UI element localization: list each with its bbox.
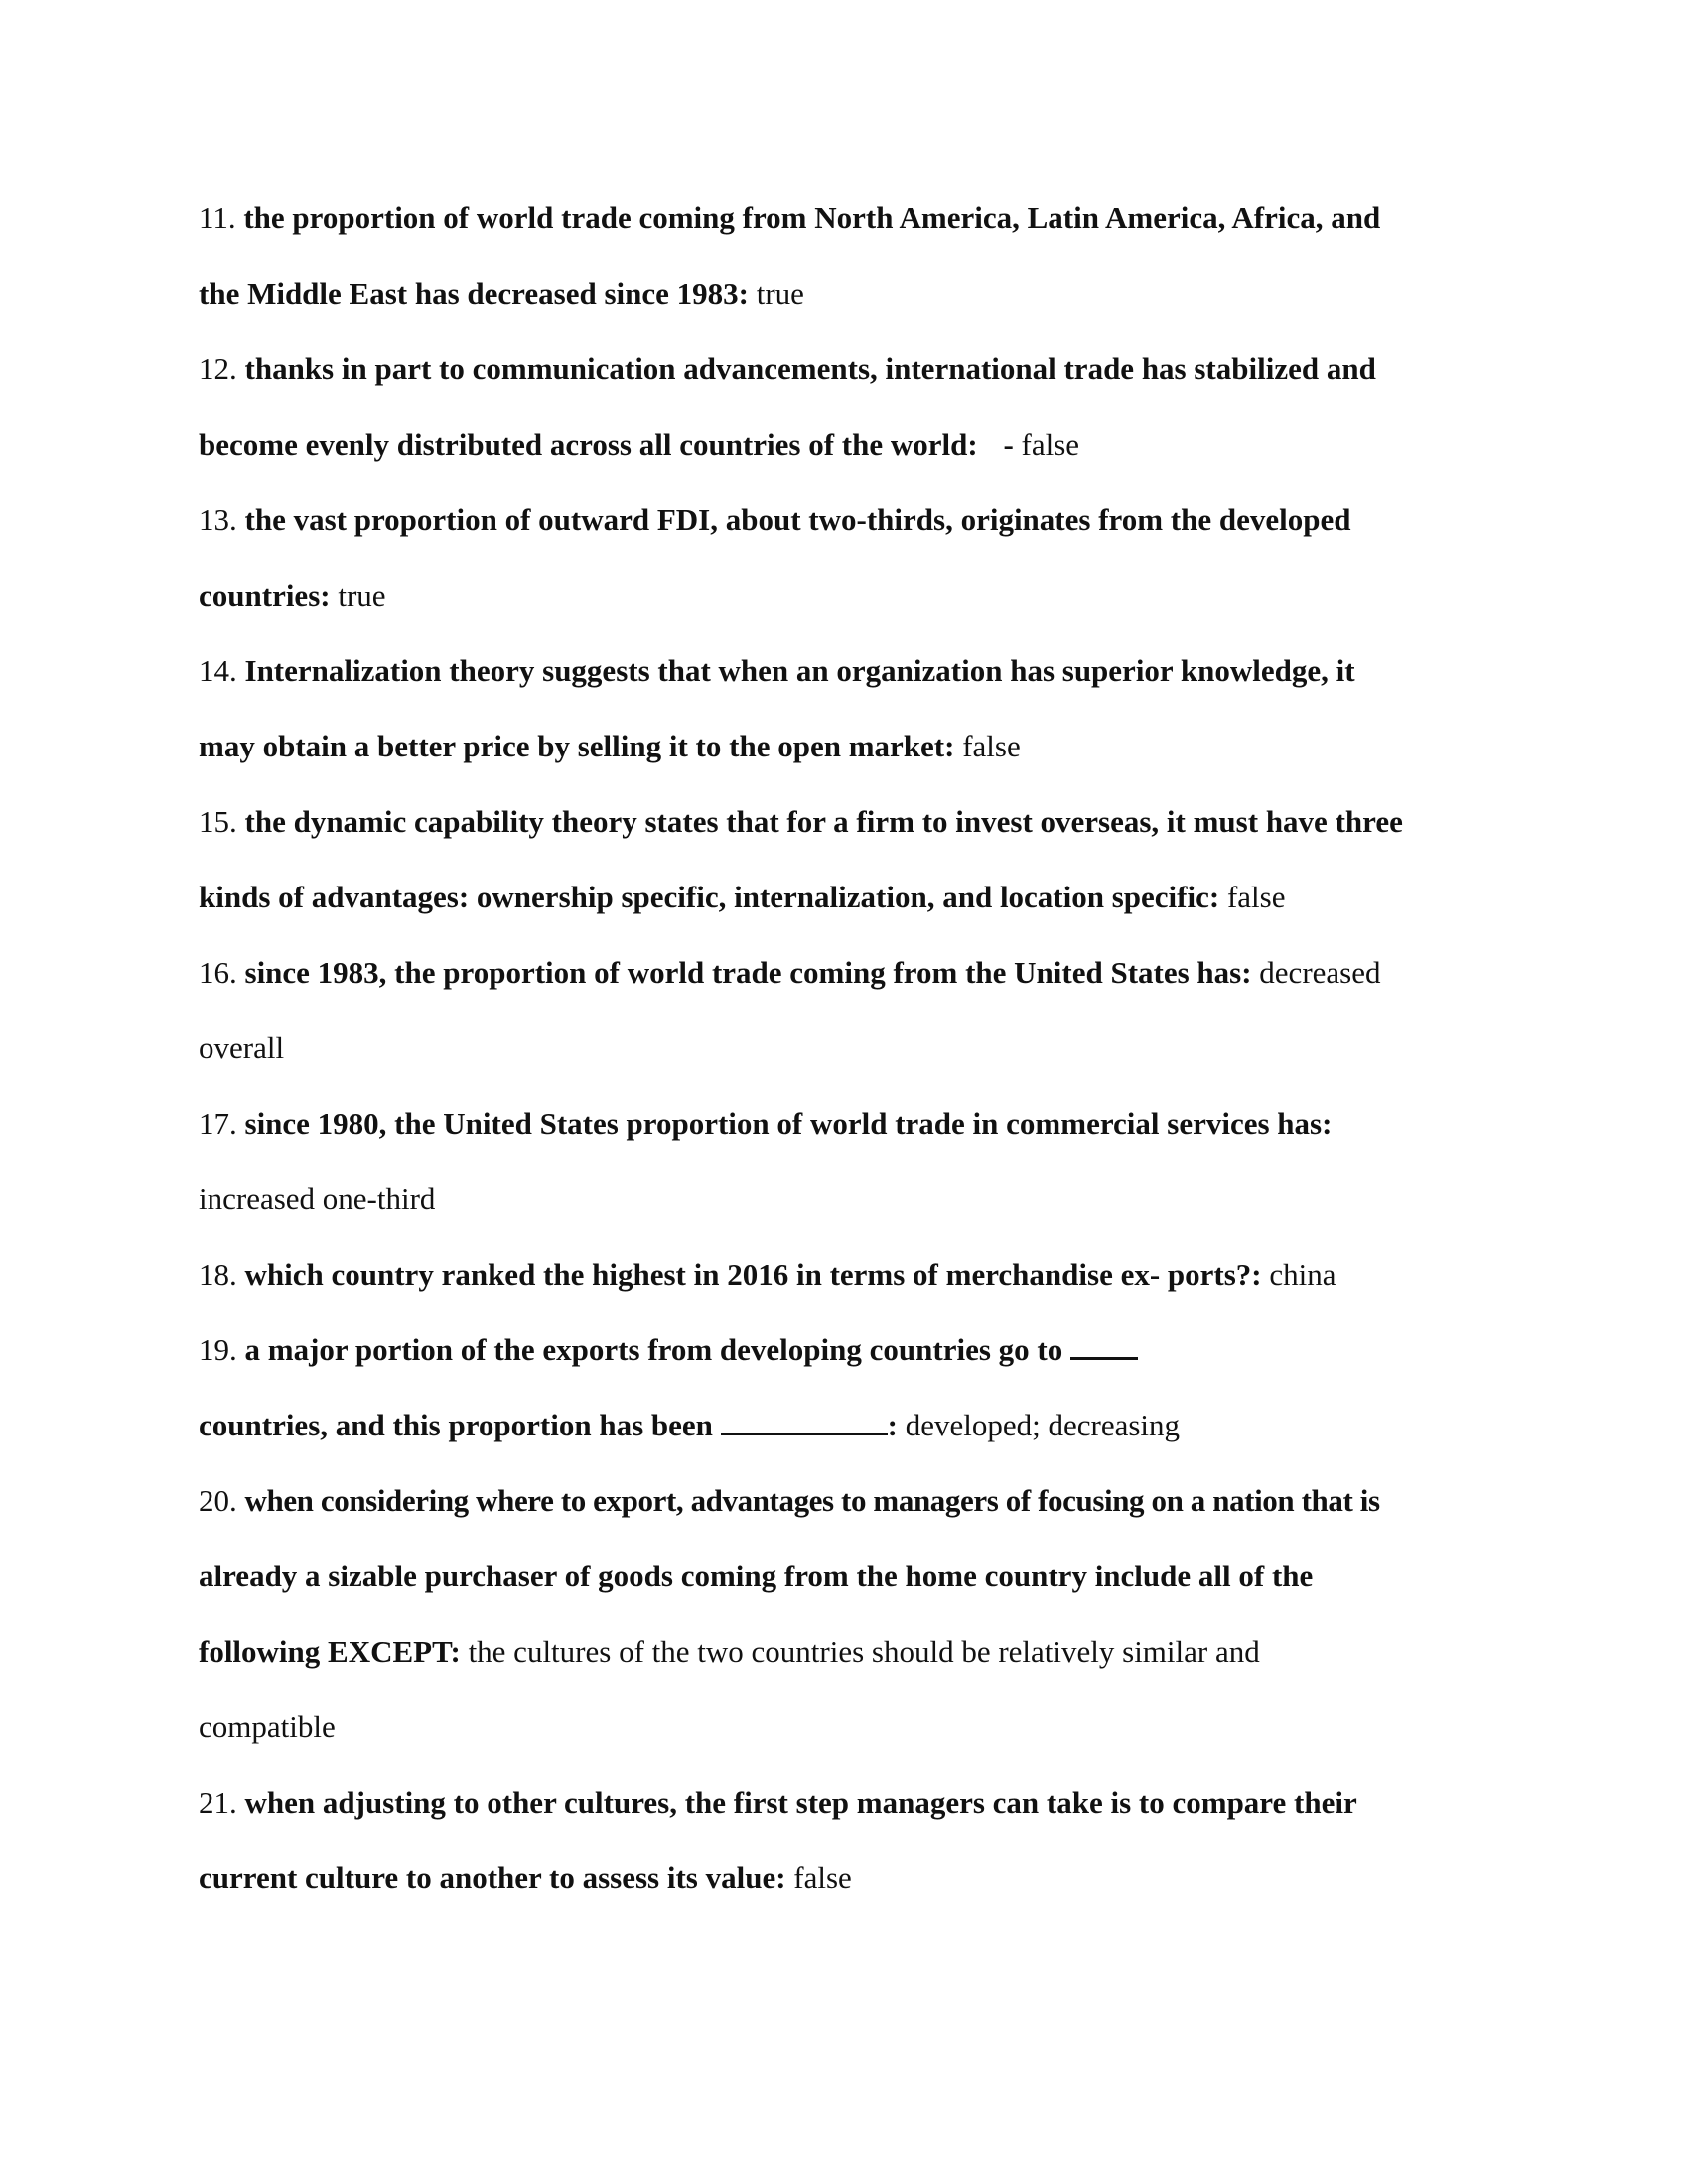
question-number: 11. [199, 201, 236, 235]
answer-text: false [1226, 880, 1286, 914]
question-text: thanks in part to communication advancements, international trade has stabilized and [244, 351, 1376, 386]
question-text: following EXCEPT: [199, 1634, 461, 1669]
question-number: 12. [199, 351, 237, 386]
fill-in-blank [1070, 1357, 1138, 1360]
question-15-line-1 [199, 798, 1489, 874]
question-19-line-2 [199, 1402, 1489, 1477]
question-21-line-2 [199, 1854, 1489, 1930]
answer-text: true [338, 578, 386, 613]
question-number: 18. [199, 1257, 237, 1292]
question-number: 19. [199, 1332, 237, 1367]
question-text: the proportion of world trade coming from North America, Latin America, Africa, and [243, 201, 1381, 235]
question-text: kinds of advantages: ownership specific, internalization, and location specific: [199, 880, 1220, 914]
question-text: a major portion of the exports from developing countries go to [244, 1332, 1063, 1367]
question-20-line-2 [199, 1553, 1489, 1628]
question-13-line-2 [199, 572, 1489, 647]
question-20-line-4 [199, 1704, 1489, 1779]
question-text: current culture to another to assess its value: [199, 1860, 786, 1895]
question-18-line-1 [199, 1251, 1489, 1326]
question-number: 13. [199, 502, 237, 537]
question-text: already a sizable purchaser of goods coming from the home country include all of the [199, 1559, 1314, 1593]
question-12-line-1 [199, 345, 1489, 421]
answer-text: false [962, 729, 1021, 763]
question-11-line-1 [199, 195, 1489, 270]
question-20-line-3 [199, 1628, 1489, 1704]
question-11-line-2 [199, 270, 1489, 345]
question-number: 16. [199, 955, 237, 990]
answer-text: overall [199, 1030, 285, 1065]
question-12-line-2 [199, 421, 1489, 496]
question-number: 17. [199, 1106, 237, 1141]
answer-text: developed; decreasing [905, 1408, 1181, 1442]
answer-text: increased one-third [199, 1181, 436, 1216]
question-19-line-1 [199, 1326, 1489, 1402]
question-16-line-2 [199, 1024, 1489, 1100]
question-text: countries: [199, 578, 331, 613]
question-text: the dynamic capability theory states that for a firm to invest overseas, it must have three [244, 804, 1403, 839]
answer-text: true [756, 276, 804, 311]
question-15-line-2 [199, 874, 1489, 949]
question-text: the Middle East has decreased since 1983: [199, 276, 749, 311]
colon: : [887, 1408, 898, 1442]
question-13-line-1 [199, 496, 1489, 572]
answer-text: false [793, 1860, 852, 1895]
question-text: when adjusting to other cultures, the first step managers can take is to compare their [244, 1785, 1357, 1820]
answer-text: false [1021, 427, 1080, 462]
question-16-line-1 [199, 949, 1489, 1024]
question-text: which country ranked the highest in 2016 in terms of merchandise ex- ports?: [244, 1257, 1262, 1292]
question-text: since 1983, the proportion of world trade coming from the United States has: [244, 955, 1252, 990]
question-text: become evenly distributed across all countries of the world: [199, 427, 978, 462]
document-page [199, 195, 1489, 1930]
question-number: 14. [199, 653, 237, 688]
question-text: may obtain a better price by selling it to the open market: [199, 729, 955, 763]
question-14-line-2 [199, 723, 1489, 798]
question-17-line-1 [199, 1100, 1489, 1175]
question-17-line-2 [199, 1175, 1489, 1251]
question-number: 15. [199, 804, 237, 839]
answer-text: decreased [1259, 955, 1381, 990]
question-text: when considering where to export, advantages to managers of focusing on a nation that is [244, 1483, 1380, 1518]
answer-text: china [1269, 1257, 1336, 1292]
fill-in-blank [721, 1433, 888, 1435]
question-21-line-1 [199, 1779, 1489, 1854]
question-14-line-1 [199, 647, 1489, 723]
question-20-line-1 [199, 1477, 1489, 1553]
question-text: the vast proportion of outward FDI, about two-thirds, originates from the developed [244, 502, 1351, 537]
answer-text: compatible [199, 1709, 336, 1744]
question-number: 20. [199, 1483, 237, 1518]
question-text: Internalization theory suggests that when an organization has superior knowledge, it [244, 653, 1355, 688]
question-text: countries, and this proportion has been [199, 1408, 713, 1442]
dash: - [1003, 427, 1014, 462]
question-number: 21. [199, 1785, 237, 1820]
answer-text: the cultures of the two countries should be relatively similar and [468, 1634, 1260, 1669]
question-text: since 1980, the United States proportion of world trade in commercial services has: [244, 1106, 1333, 1141]
